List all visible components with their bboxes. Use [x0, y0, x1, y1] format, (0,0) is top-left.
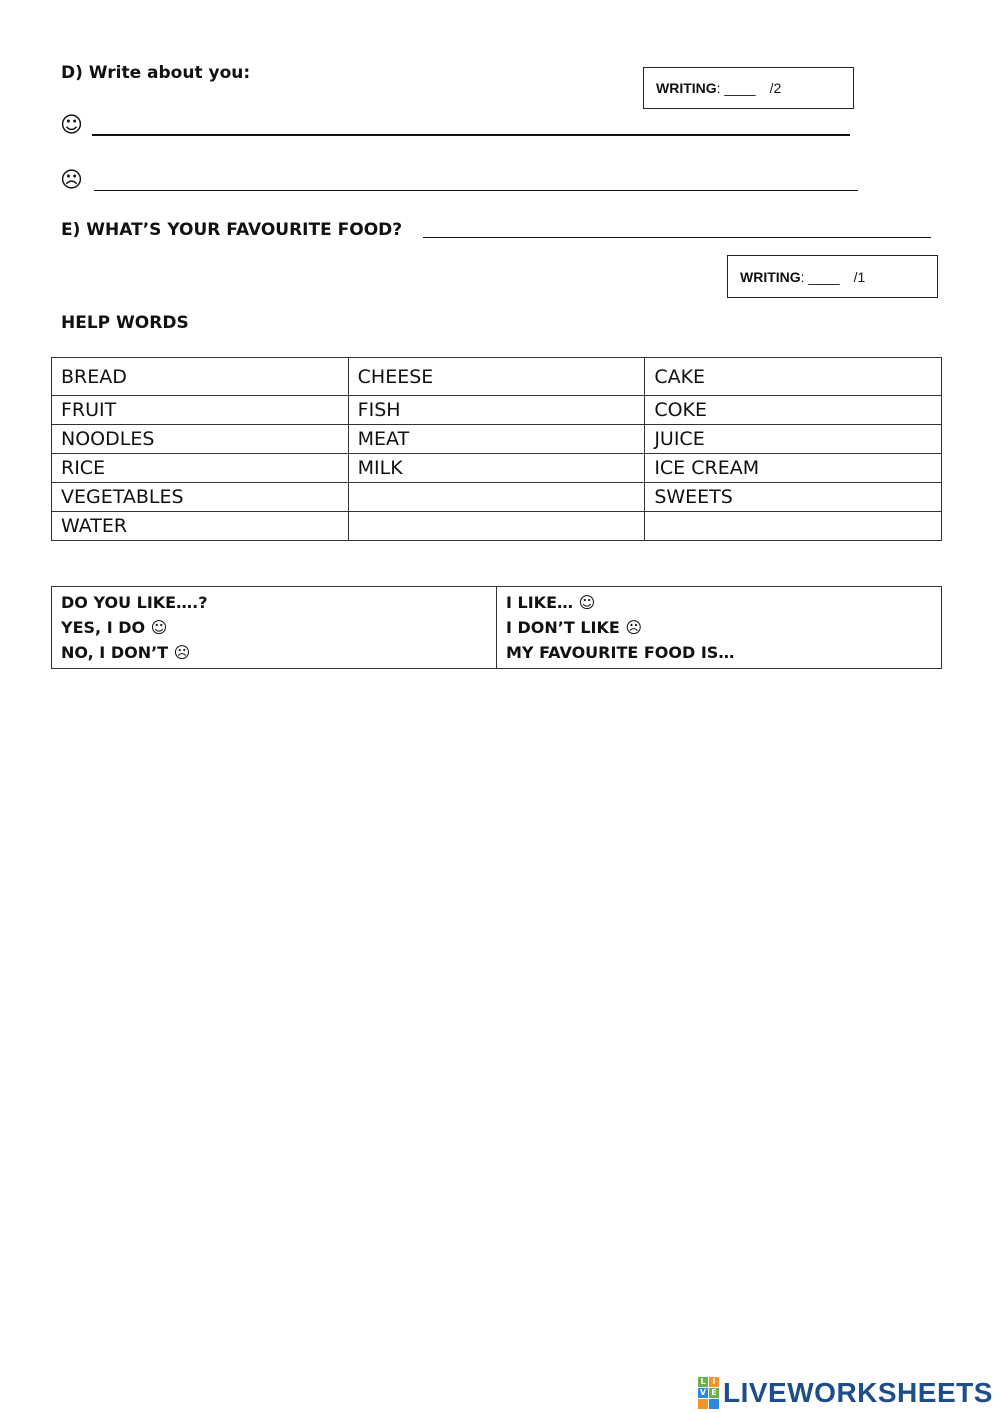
- table-cell: COKE: [645, 396, 942, 425]
- favourite-food-answer-line[interactable]: [423, 237, 931, 238]
- table-cell: RICE: [52, 454, 349, 483]
- table-cell: VEGETABLES: [52, 483, 349, 512]
- phrase-line: I LIKE… ☺: [506, 593, 596, 612]
- table-cell: [348, 483, 645, 512]
- sad-face-icon: ☹: [60, 168, 83, 193]
- writing-score-blank[interactable]: : ____: [716, 80, 756, 96]
- logo-tile: I: [709, 1377, 719, 1387]
- phrase-line: DO YOU LIKE….?: [61, 593, 208, 612]
- section-d-heading: D) Write about you:: [61, 63, 251, 83]
- table-cell: MEAT: [348, 425, 645, 454]
- table-row: [52, 454, 942, 483]
- phrase-line: NO, I DON’T ☹: [61, 643, 191, 662]
- smiley-face-icon: ☺: [60, 113, 83, 138]
- phrase-line: I DON’T LIKE ☹: [506, 618, 643, 637]
- table-row: [52, 358, 942, 396]
- liveworksheets-logo[interactable]: [698, 1376, 993, 1410]
- help-words-table: [51, 357, 942, 541]
- table-cell: FRUIT: [52, 396, 349, 425]
- table-row: [52, 512, 942, 541]
- logo-tile: [709, 1399, 719, 1409]
- table-cell: CAKE: [645, 358, 942, 396]
- phrases-left-cell: [52, 587, 497, 669]
- writing-score-label: WRITING: [656, 80, 717, 96]
- table-row: [52, 483, 942, 512]
- writing-score-total: /2: [769, 80, 782, 96]
- table-row: [52, 396, 942, 425]
- table-cell: BREAD: [52, 358, 349, 396]
- logo-mark-icon: [698, 1377, 719, 1409]
- table-cell: WATER: [52, 512, 349, 541]
- table-cell: SWEETS: [645, 483, 942, 512]
- table-cell: JUICE: [645, 425, 942, 454]
- logo-text: LIVEWORKSHEETS: [723, 1377, 993, 1408]
- writing-score-blank[interactable]: : ____: [800, 268, 840, 285]
- phrase-line: MY FAVOURITE FOOD IS…: [506, 643, 735, 662]
- table-cell: ICE CREAM: [645, 454, 942, 483]
- table-cell: NOODLES: [52, 425, 349, 454]
- table-cell: [348, 512, 645, 541]
- table-cell: CHEESE: [348, 358, 645, 396]
- table-row: [52, 587, 942, 669]
- table-cell: MILK: [348, 454, 645, 483]
- logo-tile: V: [699, 1388, 707, 1397]
- logo-tile: [698, 1399, 708, 1409]
- writing-score-total: /1: [853, 268, 866, 285]
- phrases-table: [51, 586, 942, 669]
- writing-score-box-d: [643, 67, 854, 109]
- writing-score-box-e: [727, 255, 938, 298]
- logo-tile: E: [709, 1388, 719, 1398]
- table-cell: [645, 512, 942, 541]
- help-words-heading: HELP WORDS: [61, 313, 189, 333]
- section-e-question: E) WHAT’S YOUR FAVOURITE FOOD?: [61, 220, 403, 240]
- dislike-answer-line[interactable]: [94, 190, 858, 191]
- table-row: [52, 425, 942, 454]
- writing-score-label: WRITING: [740, 268, 801, 285]
- logo-tile: L: [698, 1377, 708, 1387]
- phrase-line: YES, I DO ☺: [61, 618, 168, 637]
- like-answer-line[interactable]: [92, 134, 850, 136]
- phrases-right-cell: [497, 587, 942, 669]
- table-cell: FISH: [348, 396, 645, 425]
